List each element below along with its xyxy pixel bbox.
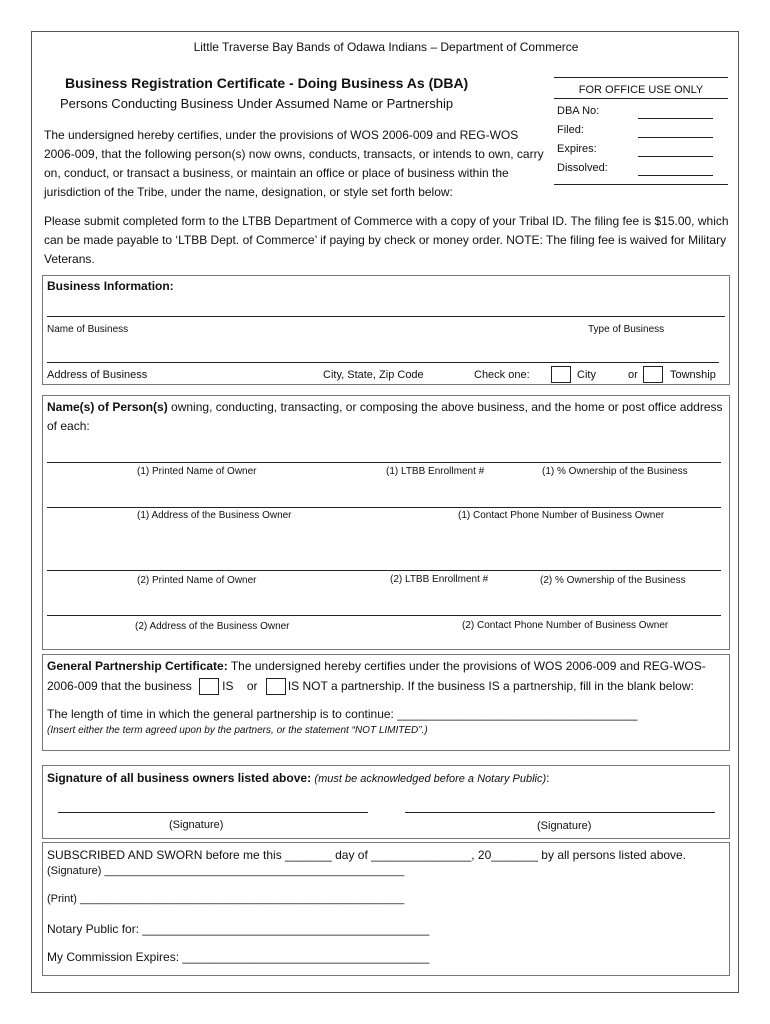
office-expires-label: Expires:	[557, 143, 597, 155]
business-address-label: Address of Business	[47, 369, 148, 381]
notary-print-field[interactable]: (Print) _____________________________________________________	[47, 893, 405, 905]
owner2-name-label: (2) Printed Name of Owner	[137, 575, 257, 586]
owner1-name-field[interactable]	[47, 462, 721, 463]
partnership-heading: General Partnership Certificate: The undersigned hereby certifies under the provisions of WOS 2006-009 and REG-WOS-	[47, 659, 706, 673]
owner2-address-label: (2) Address of the Business Owner	[135, 621, 290, 632]
signature-label-1: (Signature)	[169, 819, 224, 831]
business-address-field[interactable]	[47, 362, 719, 363]
owner1-signature-field[interactable]	[58, 812, 368, 813]
business-name-field[interactable]	[47, 316, 725, 317]
owner2-address-field[interactable]	[47, 615, 721, 616]
office-dissolved-field[interactable]	[638, 175, 713, 176]
city-checkbox[interactable]	[551, 366, 571, 383]
owner2-signature-field[interactable]	[405, 812, 715, 813]
intro-paragraph: The undersigned hereby certifies, under the provisions of WOS 2006-009 and REG-WOS 2006-009, that the following person(s) now owns, conducts, transacts, or intends to own, carry on, conduct, or transact a business, or maintain an office or place of business within the jurisdiction of the Tribe, under the name, designation, or style set forth below:	[44, 128, 544, 199]
business-info-heading: Business Information:	[47, 279, 174, 293]
office-dba-label: DBA No:	[557, 105, 600, 117]
commission-expires-field[interactable]: My Commission Expires: _____________________________________	[47, 950, 430, 964]
business-type-label: Type of Business	[588, 324, 665, 335]
form-page	[31, 31, 739, 993]
office-dissolved-label: Dissolved:	[557, 162, 608, 174]
owner2-enrollment-label: (2) LTBB Enrollment #	[390, 574, 489, 585]
owner2-ownership-label: (2) % Ownership of the Business	[540, 575, 686, 586]
signatures-heading: Signature of all business owners listed above: (must be acknowledged before a Notary Public):	[47, 771, 550, 785]
office-use-title: FOR OFFICE USE ONLY	[578, 84, 704, 96]
is-not-partnership-checkbox[interactable]	[266, 678, 286, 695]
owner1-address-field[interactable]	[47, 507, 721, 508]
is-partnership-checkbox[interactable]	[199, 678, 219, 695]
signatures-section	[42, 765, 730, 839]
submit-note: Please submit completed form to the LTBB Department of Commerce with a copy of your Tribal ID. The filing fee is $15.00, which can be made payable to ‘LTBB Dept. of Commerce’ if paying by check or money order. NOTE: The filing fee is waived for Military Veterans.	[44, 214, 729, 266]
owner2-name-field[interactable]	[47, 570, 721, 571]
office-expires-field[interactable]	[638, 156, 713, 157]
form-title: Business Registration Certificate - Doing Business As (DBA)	[65, 75, 469, 91]
business-info-section	[42, 275, 730, 385]
partnership-section	[42, 654, 730, 751]
signature-label-2: (Signature)	[537, 820, 592, 832]
notary-signature-field[interactable]: (Signature) _________________________________________________	[47, 865, 405, 877]
city-option-label: City	[577, 369, 596, 381]
city-state-zip-label: City, State, Zip Code	[323, 369, 424, 381]
township-option-label: Township	[670, 369, 716, 381]
or-label: or	[628, 369, 638, 381]
owner1-ownership-label: (1) % Ownership of the Business	[542, 466, 688, 477]
office-filed-field[interactable]	[638, 137, 713, 138]
owner2-phone-label: (2) Contact Phone Number of Business Owner	[462, 620, 669, 631]
owner1-phone-label: (1) Contact Phone Number of Business Owner	[458, 510, 665, 521]
notary-public-for-field[interactable]: Notary Public for: ___________________________________________	[47, 922, 430, 936]
notary-section	[42, 842, 730, 976]
office-filed-label: Filed:	[557, 124, 584, 136]
check-one-label: Check one:	[474, 369, 530, 381]
owner1-address-label: (1) Address of the Business Owner	[137, 510, 292, 521]
owner1-name-label: (1) Printed Name of Owner	[137, 466, 257, 477]
partnership-length-field[interactable]: The length of time in which the general partnership is to continue: ____________________________________	[47, 707, 638, 721]
persons-heading: Name(s) of Person(s) owning, conducting, transacting, or composing the above business, and the home or post office address of each:	[47, 400, 723, 433]
department-header: Little Traverse Bay Bands of Odawa Indians – Department of Commerce	[193, 40, 579, 54]
business-name-label: Name of Business	[47, 324, 129, 335]
partnership-choice-line: 2006-009 that the business IS or IS NOT a partnership. If the business IS a partnership, fill in the blank below:	[47, 677, 694, 696]
sworn-statement[interactable]: SUBSCRIBED AND SWORN before me this _______ day of _______________, 20_______ by all persons listed above.	[47, 848, 687, 862]
persons-section	[42, 395, 730, 650]
owner1-enrollment-label: (1) LTBB Enrollment #	[386, 466, 485, 477]
township-checkbox[interactable]	[643, 366, 663, 383]
partnership-insert-note: (Insert either the term agreed upon by the partners, or the statement “NOT LIMITED”.)	[47, 725, 428, 736]
form-subtitle: Persons Conducting Business Under Assumed Name or Partnership	[60, 96, 454, 111]
office-dba-field[interactable]	[638, 118, 713, 119]
